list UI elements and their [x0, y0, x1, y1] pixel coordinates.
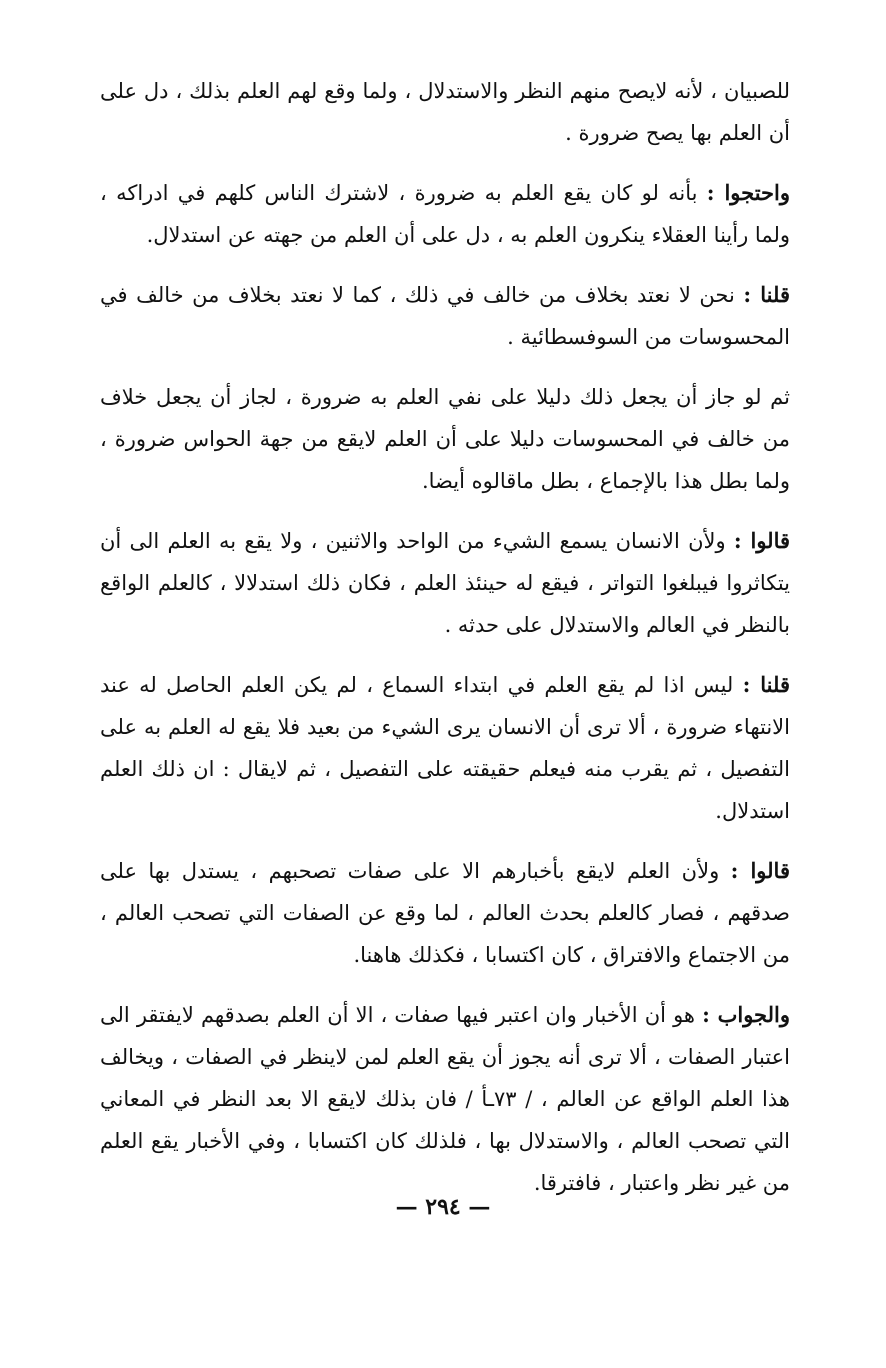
- paragraph-lead: واحتجوا :: [706, 180, 790, 205]
- paragraph-text: ثم لو جاز أن يجعل ذلك دليلا على نفي العلم به ضرورة ، لجاز أن يجعل خلاف من خالف في المحسوسات دليلا على أن العلم لايقع من جهة الحواس ضرورة ، ولما بطل هذا بالإجماع ، بطل ماقالوه أيضا.: [100, 385, 790, 493]
- paragraph-lead: قلنا :: [743, 282, 790, 307]
- paragraph-lead: قلنا :: [742, 672, 790, 697]
- paragraph-text: ولأن العلم لايقع بأخبارهم الا على صفات تصحبهم ، يستدل بها على صدقهم ، فصار كالعلم بحدث العالم ، لما وقع عن الصفات التي تصحب العالم ، من الاجتماع والافتراق ، كان اكتسابا ، فكذلك هاهنا.: [100, 859, 790, 967]
- paragraph-2: [100, 172, 790, 256]
- paragraph-text: بأنه لو كان يقع العلم به ضرورة ، لاشترك الناس كلهم في ادراكه ، ولما رأينا العقلاء ينكرون العلم به ، دل على أن العلم من جهته عن استدلال.: [100, 181, 790, 247]
- paragraph-lead: والجواب :: [702, 1002, 790, 1027]
- paragraph-1: [100, 70, 790, 154]
- paragraph-8: [100, 994, 790, 1204]
- paragraph-text: هو أن الأخبار وان اعتبر فيها صفات ، الا أن العلم بصدقهم لايفتقر الى اعتبار الصفات ، ألا ترى أنه يجوز أن يقع العلم لمن لاينظر في الصفات ، ويخالف هذا العلم الواقع عن العالم ، / ٧٣ـأ / فان بذلك لايقع الا بعد النظر في المعاني التي تصحب العالم ، والاستدلال بها ، فلذلك كان اكتسابا ، وفي الأخبار يقع العلم من غير نظر واعتبار ، فافترقا.: [100, 1003, 790, 1195]
- page-body: [100, 70, 790, 1222]
- paragraph-text: ولأن الانسان يسمع الشيء من الواحد والاثنين ، ولا يقع به العلم الى أن يتكاثروا فيبلغوا التواتر ، فيقع له حينئذ العلم ، فكان ذلك استدلالا ، كالعلم الواقع بالنظر في العالم والاستدلال على حدثه .: [100, 529, 790, 637]
- paragraph-lead: قالوا :: [730, 858, 790, 883]
- page-number: — ٢٩٤ —: [395, 1194, 491, 1220]
- paragraph-4: [100, 376, 790, 502]
- paragraph-text: ليس اذا لم يقع العلم في ابتداء السماع ، لم يكن العلم الحاصل له عند الانتهاء ضرورة ، ألا ترى أن الانسان يرى الشيء من بعيد فلا يقع له العلم به على التفصيل ، ثم يقرب منه فيعلم حقيقته على التفصيل ، ثم لايقال : ان ذلك العلم استدلال.: [100, 673, 790, 823]
- paragraph-text: نحن لا نعتد بخلاف من خالف في ذلك ، كما لا نعتد بخلاف من خالف في المحسوسات من السوفسطائية .: [100, 283, 790, 349]
- paragraph-7: [100, 850, 790, 976]
- paragraph-6: [100, 664, 790, 832]
- paragraph-lead: قالوا :: [733, 528, 791, 553]
- paragraph-3: [100, 274, 790, 358]
- paragraph-5: [100, 520, 790, 646]
- paragraph-text: للصبيان ، لأنه لايصح منهم النظر والاستدلال ، ولما وقع لهم العلم بذلك ، دل على أن العلم بها يصح ضرورة .: [100, 79, 790, 145]
